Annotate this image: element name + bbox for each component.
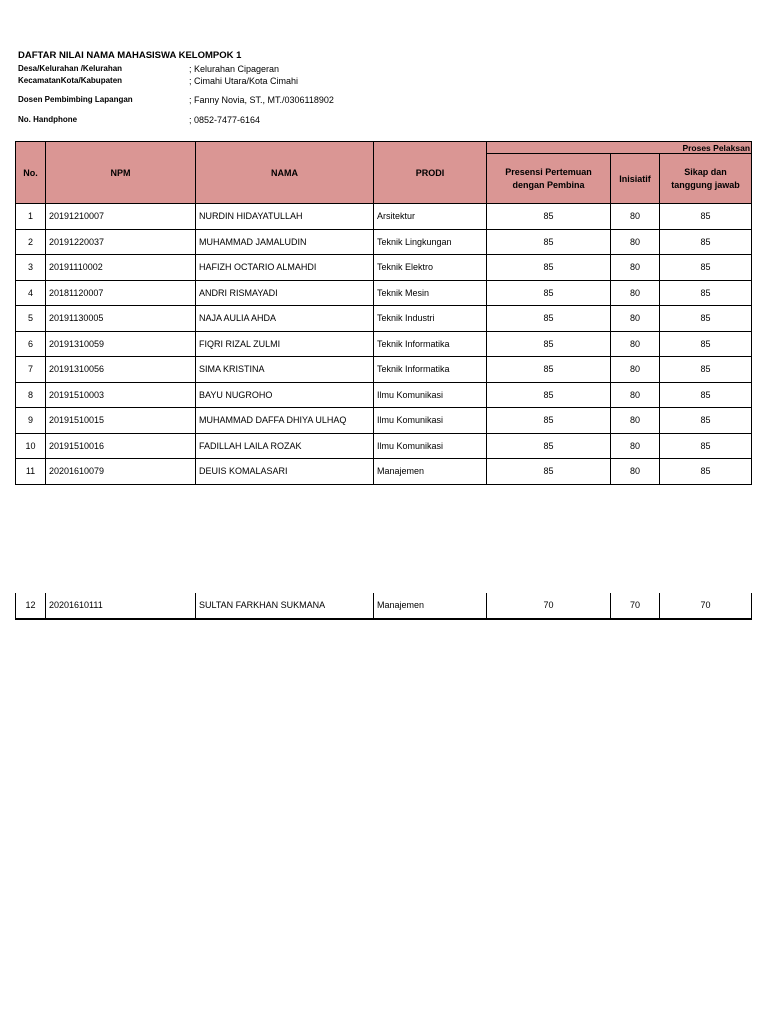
cell-inisiatif: 80 [611, 331, 660, 357]
cell-sikap: 70 [660, 593, 752, 619]
cell-inisiatif: 80 [611, 433, 660, 459]
cell-nama: DEUIS KOMALASARI [196, 459, 374, 485]
cell-npm: 20191220037 [46, 229, 196, 255]
table-row [16, 280, 752, 306]
header-no: No. [16, 142, 46, 204]
cell-sikap: 85 [660, 306, 752, 332]
cell-npm: 20201610111 [46, 593, 196, 619]
cell-prodi: Teknik Informatika [374, 357, 487, 383]
cell-prodi: Manajemen [374, 593, 487, 619]
grades-table-continued [15, 593, 752, 620]
cell-inisiatif: 70 [611, 593, 660, 619]
table-row [16, 382, 752, 408]
cell-nama: HAFIZH OCTARIO ALMAHDI [196, 255, 374, 281]
cell-nama: SULTAN FARKHAN SUKMANA [196, 593, 374, 619]
table-row [16, 433, 752, 459]
cell-nama: MUHAMMAD JAMALUDIN [196, 229, 374, 255]
cell-npm: 20191510003 [46, 382, 196, 408]
cell-presensi: 85 [487, 280, 611, 306]
table-row [16, 331, 752, 357]
document-title: DAFTAR NILAI NAMA MAHASISWA KELOMPOK 1 [18, 50, 242, 61]
cell-no: 6 [16, 331, 46, 357]
cell-no: 10 [16, 433, 46, 459]
cell-npm: 20201610079 [46, 459, 196, 485]
table-row [16, 229, 752, 255]
cell-no: 12 [16, 593, 46, 619]
cell-sikap: 85 [660, 357, 752, 383]
cell-inisiatif: 80 [611, 306, 660, 332]
header-proses-pelaksanaan: Proses Pelaksan [487, 142, 752, 154]
cell-npm: 20191310056 [46, 357, 196, 383]
cell-nama: MUHAMMAD DAFFA DHIYA ULHAQ [196, 408, 374, 434]
cell-prodi: Ilmu Komunikasi [374, 408, 487, 434]
cell-sikap: 85 [660, 204, 752, 230]
cell-nama: NAJA AULIA AHDA [196, 306, 374, 332]
cell-presensi: 85 [487, 229, 611, 255]
cell-inisiatif: 80 [611, 408, 660, 434]
cell-inisiatif: 80 [611, 255, 660, 281]
cell-npm: 20191210007 [46, 204, 196, 230]
cell-sikap: 85 [660, 433, 752, 459]
cell-prodi: Ilmu Komunikasi [374, 382, 487, 408]
cell-nama: BAYU NUGROHO [196, 382, 374, 408]
kecamatan-value: ; Cimahi Utara/Kota Cimahi [189, 76, 299, 86]
cell-no: 8 [16, 382, 46, 408]
cell-no: 5 [16, 306, 46, 332]
cell-nama: ANDRI RISMAYADI [196, 280, 374, 306]
cell-presensi: 85 [487, 459, 611, 485]
cell-no: 3 [16, 255, 46, 281]
cell-prodi: Manajemen [374, 459, 487, 485]
cell-npm: 20191510015 [46, 408, 196, 434]
desa-value: ; Kelurahan Cipageran [189, 64, 280, 74]
cell-prodi: Teknik Elektro [374, 255, 487, 281]
cell-presensi: 85 [487, 331, 611, 357]
cell-inisiatif: 80 [611, 229, 660, 255]
header-inisiatif: Inisiatif [611, 154, 660, 204]
header-sikap: Sikap dan tanggung jawab [660, 154, 752, 204]
cell-presensi: 85 [487, 408, 611, 434]
cell-inisiatif: 80 [611, 204, 660, 230]
dosen-value: ; Fanny Novia, ST., MT./0306118902 [189, 95, 334, 105]
desa-label: Desa/Kelurahan /Kelurahan [18, 64, 123, 73]
cell-no: 2 [16, 229, 46, 255]
cell-sikap: 85 [660, 229, 752, 255]
cell-presensi: 85 [487, 255, 611, 281]
handphone-label: No. Handphone [18, 115, 78, 124]
cell-nama: NURDIN HIDAYATULLAH [196, 204, 374, 230]
cell-prodi: Teknik Mesin [374, 280, 487, 306]
header-prodi: PRODI [374, 142, 487, 204]
dosen-label: Dosen Pembimbing Lapangan [18, 95, 133, 104]
table-row [16, 357, 752, 383]
table-row [16, 306, 752, 332]
header-presensi: Presensi Pertemuan dengan Pembina [487, 154, 611, 204]
cell-inisiatif: 80 [611, 459, 660, 485]
cell-nama: FIQRI RIZAL ZULMI [196, 331, 374, 357]
table-row [16, 204, 752, 230]
cell-npm: 20191510016 [46, 433, 196, 459]
cell-sikap: 85 [660, 255, 752, 281]
cell-nama: SIMA KRISTINA [196, 357, 374, 383]
cell-no: 11 [16, 459, 46, 485]
cell-no: 9 [16, 408, 46, 434]
cell-npm: 20191130005 [46, 306, 196, 332]
cell-presensi: 85 [487, 382, 611, 408]
cell-sikap: 85 [660, 331, 752, 357]
cell-npm: 20181120007 [46, 280, 196, 306]
cell-no: 1 [16, 204, 46, 230]
cell-sikap: 85 [660, 408, 752, 434]
cell-presensi: 85 [487, 357, 611, 383]
cell-sikap: 85 [660, 280, 752, 306]
table-row [16, 593, 752, 619]
cell-presensi: 70 [487, 593, 611, 619]
cell-nama: FADILLAH LAILA ROZAK [196, 433, 374, 459]
header-npm: NPM [46, 142, 196, 204]
cell-prodi: Ilmu Komunikasi [374, 433, 487, 459]
cell-npm: 20191310059 [46, 331, 196, 357]
cell-no: 4 [16, 280, 46, 306]
table-row [16, 408, 752, 434]
cell-inisiatif: 80 [611, 357, 660, 383]
cell-prodi: Arsitektur [374, 204, 487, 230]
cell-inisiatif: 80 [611, 382, 660, 408]
cell-sikap: 85 [660, 382, 752, 408]
grades-table [15, 141, 752, 485]
cell-inisiatif: 80 [611, 280, 660, 306]
cell-prodi: Teknik Informatika [374, 331, 487, 357]
cell-no: 7 [16, 357, 46, 383]
cell-npm: 20191110002 [46, 255, 196, 281]
cell-presensi: 85 [487, 204, 611, 230]
table-row [16, 459, 752, 485]
handphone-value: ; 0852-7477-6164 [189, 115, 261, 125]
table-row [16, 255, 752, 281]
cell-prodi: Teknik Lingkungan [374, 229, 487, 255]
kecamatan-label: KecamatanKota/Kabupaten [18, 76, 123, 85]
cell-prodi: Teknik Industri [374, 306, 487, 332]
cell-presensi: 85 [487, 306, 611, 332]
cell-presensi: 85 [487, 433, 611, 459]
header-nama: NAMA [196, 142, 374, 204]
cell-sikap: 85 [660, 459, 752, 485]
